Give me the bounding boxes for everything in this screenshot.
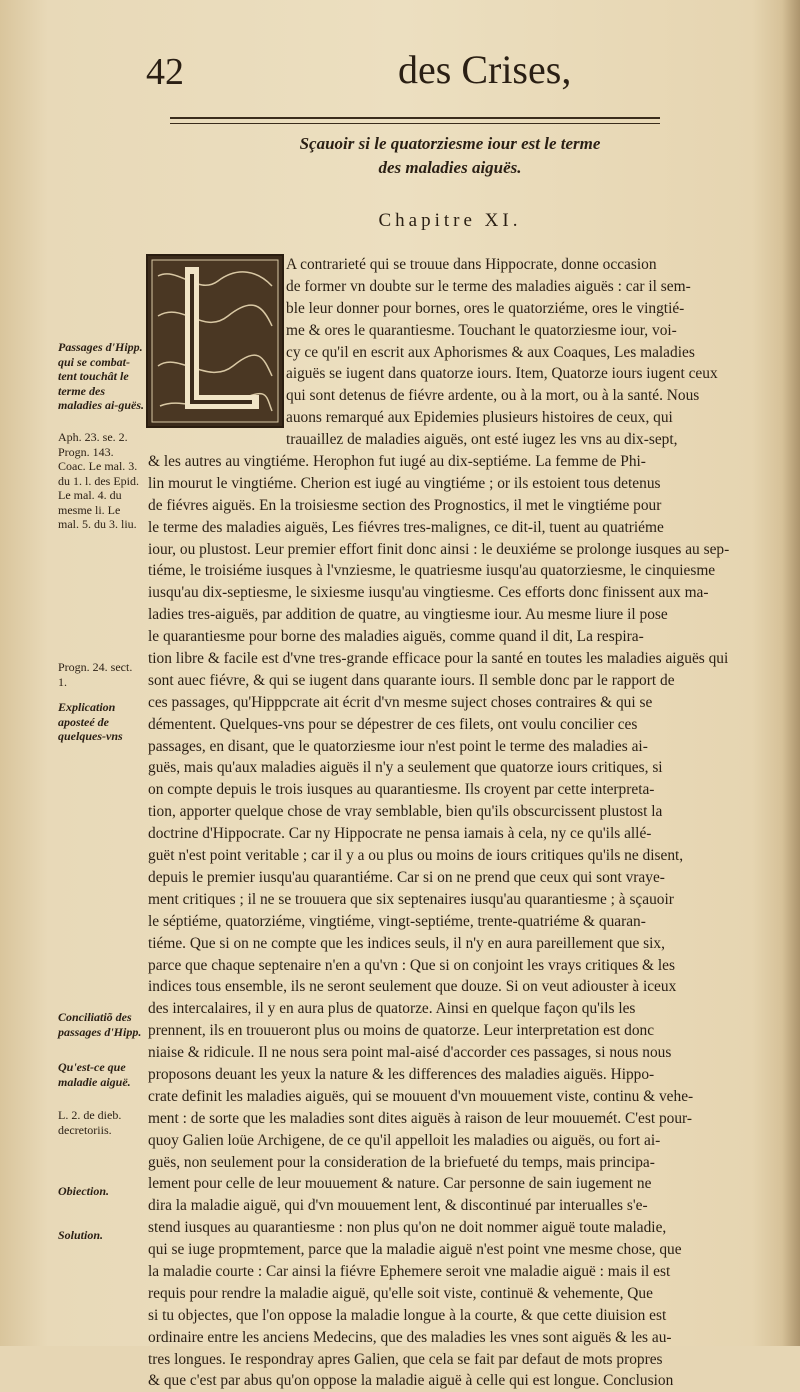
text-line: lin mourut le vingtiéme. Cherion est iugé au vingtiéme ; or ils estoient tous detenus [148, 474, 661, 492]
text-line: tiéme, le troisiéme iusques à l'vnziesme, le quatriesme iusqu'au quatorziesme, le cinquiesme [148, 562, 716, 580]
text-line: indices tous ensemble, ils ne seront seulement que douze. Si on veut adiouster à iceux [148, 978, 677, 996]
text-line: guët n'est point veritable ; car il y a ou plus ou moins de iours critiques qu'ils ne disent, [148, 847, 684, 865]
text-line: iour, ou plustost. Leur premier effort finit donc ainsi : le deuxiéme se prolonge iusques au sep- [148, 540, 730, 558]
text-line: ces passages, qu'Hipppcrate ait écrit d'vn mesme suject choses contraires & qui se [148, 693, 653, 711]
text-line: passages, en disant, que le quatorziesme iour n'est point le terme des maladies ai- [148, 737, 648, 755]
margin-note: Conciliatiõ des passages d'Hipp. [58, 1010, 142, 1039]
page-number: 42 [146, 51, 184, 93]
text-line: stend iusques au quarantiesme : non plus qu'on ne doit nommer aiguë toute maladie, [148, 1219, 667, 1237]
text-line: depuis le premier iusqu'au quarantiéme. Car si on ne prend que ceux qui sont vraye- [148, 868, 665, 886]
text-line: proposons deuant les yeux la nature & les differences des maladies aiguës. Hippo- [148, 1065, 655, 1083]
text-line: prennent, ils en trouueront plus ou moins de quatorze. Leur interpretation est donc [148, 1022, 655, 1040]
text-line: ble leur donner pour bornes, ores le quatorziéme, ores le vingtié- [286, 299, 685, 317]
text-line: requis pour rendre la maladie aiguë, qu'elle soit viste, continuë & vehemente, Que [148, 1284, 653, 1302]
text-line: on compte depuis le trois iusques au quarantiesme. Ils croyent par cette interpreta- [148, 781, 655, 799]
chapter-label: Chapitre XI. [378, 210, 522, 231]
text-line: qui se iuge propmtement, parce que la maladie aiguë n'est point vne mesme chose, que [148, 1241, 682, 1259]
text-line: la maladie courte : Car ainsi la fiévre Ephemere seroit vne maladie aiguë : mais il est [148, 1262, 671, 1280]
text-line: sont auec fiévre, & qui se iugent dans quarante iours. Il semble donc par le rapport de [148, 671, 675, 689]
text-line: tion, apporter quelque chose de vray semblable, bien qu'ils obscurcissent plustost la [148, 803, 663, 821]
chapter-title [230, 132, 670, 180]
margin-note: Explication aposteé de quelques-vns [58, 700, 123, 743]
text-line: si tu objectes, que l'on oppose la maladie longue à la courte, & que cette diuision est [148, 1306, 667, 1324]
margin-note: Passages d'Hipp. qui se combat-tent touchât le terme des maladies ai-guës. [58, 340, 144, 412]
text-line: me & ores le quarantiesme. Touchant le quatorziesme iour, voi- [286, 321, 677, 339]
text-line: démentent. Quelques-vns pour se dépestrer de ces filets, ont voulu concilier ces [148, 715, 638, 733]
text-line: niaise & ridicule. Il ne nous sera point mal-aisé d'accorder ces passages, si nous nous [148, 1044, 672, 1062]
margin-note: L. 2. de dieb. decretoriis. [58, 1108, 122, 1137]
text-line: aiguës se iugent dans quatorze iours. Item, Quatorze iours iugent ceux [286, 365, 718, 383]
text-line: tiéme. Que si on ne compte que les indices seuls, il n'y en aura pareillement que six, [148, 934, 665, 952]
margin-note: Solution. [58, 1228, 104, 1242]
text-line: guës, mais qu'aux maladies aiguës il n'y a seulement que quatorze iours critiques, si [148, 759, 663, 777]
text-line: A contrarieté qui se trouue dans Hippocrate, donne occasion [286, 256, 657, 273]
text-line: doctrine d'Hippocrate. Car ny Hippocrate ne pensa iamais à cela, ny ce qu'ils allé- [148, 825, 652, 843]
margin-note: Obiection. [58, 1184, 109, 1198]
text-line: & que c'est par abus qu'on oppose la maladie aiguë à celle qui est longue. Conclusion [148, 1372, 674, 1390]
text-line: ment : de sorte que les maladies sont dites aiguës à raison de leur mouuemét. C'est pour- [148, 1109, 692, 1127]
text-line: tres longues. Ie respondray apres Galien, que cela se fait par defaut de mots propres [148, 1350, 663, 1368]
text-line: auons remarqué aux Epidemies plusieurs histoires de ceux, qui [286, 409, 673, 427]
text-line: quoy Galien loüe Archigene, de ce qu'il appelloit les maladies ou aiguës, ou fort ai- [148, 1131, 661, 1149]
text-line: qui sont detenus de fiévre ardente, ou à la mort, ou à la santé. Nous [286, 387, 700, 405]
text-line: le séptiéme, quatorziéme, vingtiéme, vingt-septiéme, trente-quatriéme & quaran- [148, 912, 646, 930]
text-line: le terme des maladies aiguës, Les fiévres tres-malignes, ce dit-il, tuent au quatriéme [148, 518, 664, 536]
text-line: parce que chaque septenaire n'en a qu'vn : Que si on conjoint les vrays critiques & les [148, 956, 675, 974]
text-line: ment critiques ; il ne se trouuera que six septenaires iusqu'au quarantiesme ; à sçauoir [148, 890, 674, 908]
header-rule [170, 117, 660, 119]
text-line: lement pour celle de leur mouuement & nature. Car personne de sain iugement ne [148, 1175, 652, 1193]
running-head: des Crises, [398, 47, 572, 92]
text-line: iusqu'au dix-septiesme, le sixiesme iusqu'au vingtiesme. Ces efforts donc finissent aux ma- [148, 584, 709, 602]
body-text [148, 254, 794, 1392]
text-line: ordinaire entre les anciens Medecins, que des maladies les vnes sont aiguës & les au- [148, 1328, 672, 1346]
text-line: ladies tres-aiguës, par addition de quatre, au vingtiesme iour. Au mesme liure il pose [148, 606, 668, 624]
chapter-title-line: des maladies aiguës. [378, 158, 522, 177]
margin-note: Qu'est-ce que maladie aiguë. [58, 1060, 131, 1089]
text-line: guës, non seulement pour la consideration de la briefueté du temps, mais principa- [148, 1153, 655, 1171]
margin-note: Aph. 23. se. 2. Progn. 143. Coac. Le mal. 3. du 1. l. des Epid. Le mal. 4. du mesme li. Le mal. 5. du 3. liu. [58, 430, 139, 531]
text-line: tion libre & facile est d'vne tres-grande efficace pour la santé en toutes les maladies aiguës qui [148, 650, 729, 668]
text-line: le quarantiesme pour borne des maladies aiguës, comme quand il dit, La respira- [148, 628, 644, 646]
text-line: trauaillez de maladies aiguës, ont esté iugez les vns au dix-sept, [286, 431, 678, 449]
text-line: de fiévres aiguës. En la troisiesme section des Prognostics, il met le vingtiéme pour [148, 496, 662, 514]
text-line: cy ce qu'il en escrit aux Aphorismes & aux Coaques, Les maladies [286, 343, 695, 361]
text-line: & les autres au vingtiéme. Herophon fut iugé au dix-septiéme. La femme de Phi- [148, 453, 646, 471]
header-rule-thin [170, 123, 660, 124]
text-line: des intercalaires, il y en aura plus de quatorze. Ainsi en quelque façon qu'ils les [148, 1000, 636, 1018]
text-line: crate definit les maladies aiguës, qui se mouuent d'vn mouuement viste, continu & vehe- [148, 1087, 694, 1105]
text-line: dira la maladie aiguë, qui d'vn mouuement lent, & discontinué par interualles s'e- [148, 1197, 648, 1215]
text-line: de former vn doubte sur le terme des maladies aiguës : car il sem- [286, 277, 691, 295]
margin-note: Progn. 24. sect. 1. [58, 660, 133, 689]
chapter-title-line: Sçauoir si le quatorziesme iour est le terme [299, 134, 601, 153]
